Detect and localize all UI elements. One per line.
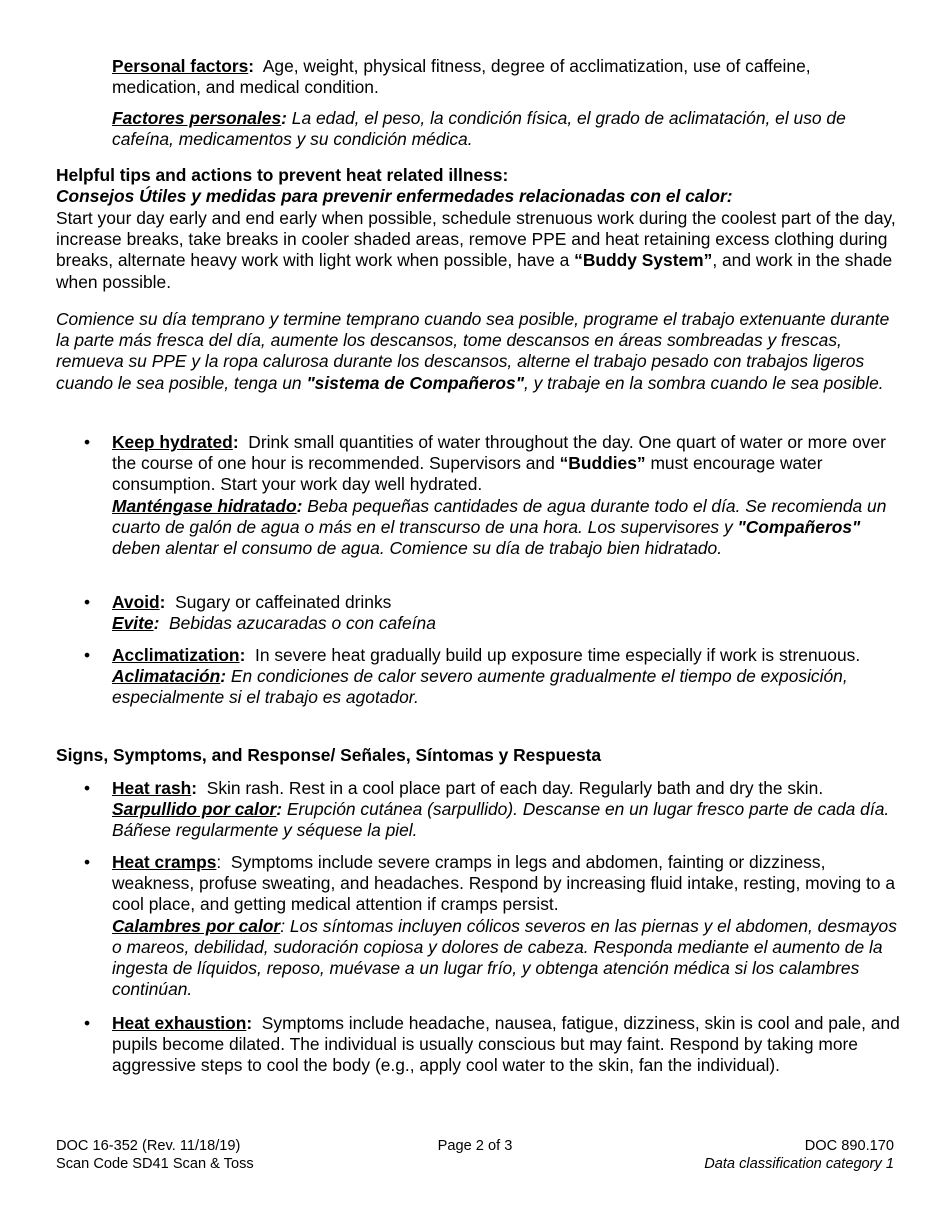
heat-rash-en: Heat rash: Skin rash. Rest in a cool place part of each day. Regularly bath and dry the skin. bbox=[112, 778, 824, 798]
list-item-avoid bbox=[112, 592, 902, 634]
footer-classification: Data classification category 1 bbox=[704, 1156, 894, 1172]
personal-factors-es: Factores personales: La edad, el peso, la condición física, el grado de aclimatación, el uso de cafeína, medicamentos y su condición médica. bbox=[112, 108, 846, 150]
list-item-acclimatization bbox=[112, 645, 902, 709]
list-item-heat-exhaustion bbox=[112, 1013, 902, 1077]
signs-heading: Signs, Symptoms, and Response/ Señales, Síntomas y Respuesta bbox=[56, 745, 602, 765]
avoid-es: Evite: Bebidas azucaradas o con cafeína bbox=[112, 613, 436, 634]
heat-exhaustion-en: Heat exhaustion: Symptoms include headache, nausea, fatigue, dizziness, skin is cool and pale, and pupils become dilated. The individual is usually conscious but may faint. Respond by taking more aggressive steps to cool the body (e.g., apply cool water to the skin, fan the individual). bbox=[112, 1013, 900, 1076]
bullet-icon: • bbox=[84, 592, 91, 612]
tips-paragraph-es: Comience su día temprano y termine temprano cuando sea posible, programe el trabajo extenuante durante la parte más fresca del día, aumente los descansos, tome descansos en áreas sombreadas y frescas, remueva su PPE y la ropa calurosa durante los descansos, alterne el trabajo pesado con trabajos ligeros cuando le sea posible, tenga un "sistema de Compañeros", y trabaje en la sombra cuando le sea posible. bbox=[56, 309, 890, 393]
sistema-companeros-term: "sistema de Compañeros" bbox=[306, 372, 524, 393]
heat-rash-es: Sarpullido por calor: Erupción cutánea (sarpullido). Descanse en un lugar fresco parte de cada día. Báñese regularmente y séquese la piel. bbox=[112, 799, 890, 841]
footer-scan-code: Scan Code SD41 Scan & Toss bbox=[56, 1156, 254, 1172]
bullet-icon: • bbox=[84, 432, 91, 452]
footer-doc-number: DOC 16-352 (Rev. 11/18/19) bbox=[56, 1138, 241, 1154]
footer-page-number: Page 2 of 3 bbox=[437, 1138, 513, 1154]
tips-heading-es: Consejos Útiles y medidas para prevenir enfermedades relacionadas con el calor: bbox=[56, 186, 733, 206]
personal-factors-text: Age, weight, physical fitness, degree of acclimatization, use of caffeine, medication, and medical condition. bbox=[112, 56, 811, 98]
factores-personales-text: La edad, el peso, la condición física, el grado de aclimatación, el uso de cafeína, medicamentos y su condición médica. bbox=[112, 108, 846, 150]
acclimatization-es: Aclimatación: En condiciones de calor severo aumente gradualmente el tiempo de exposición, especialmente si el trabajo es agotador. bbox=[112, 666, 848, 708]
tips-paragraph-en: Start your day early and end early when possible, schedule strenuous work during the coolest part of the day, increase breaks, take breaks in cooler shaded areas, remove PPE and heat retaining excess clothing during breaks, alternate heavy work with light work when possible, have a “Buddy System”, and work in the shade when possible. bbox=[56, 208, 896, 292]
keep-hydrated-es: Manténgase hidratado: Beba pequeñas cantidades de agua durante todo el día. Se recomienda un cuarto de galón de agua o más en el transcurso de una hora. Los supervisores y "Compañeros" deben alentar el consumo de agua. Comience su día de trabajo bien hidratado. bbox=[112, 495, 887, 559]
personal-factors-en: Personal factors: Age, weight, physical fitness, degree of acclimatization, use of caffeine, medication, and medical condition. bbox=[112, 56, 811, 98]
buddy-system-term: “Buddy System” bbox=[574, 250, 713, 271]
bullet-icon: • bbox=[84, 852, 91, 872]
keep-hydrated-en: Keep hydrated: Drink small quantities of water throughout the day. One quart of water or more over the course of one hour is recommended. Supervisors and “Buddies” must encourage water consumption. Start your work day well hydrated. bbox=[112, 432, 886, 495]
footer-right bbox=[704, 1137, 894, 1173]
footer-left bbox=[56, 1137, 254, 1173]
list-item-keep-hydrated bbox=[112, 432, 902, 559]
tips-heading-en: Helpful tips and actions to prevent heat related illness: bbox=[56, 165, 509, 185]
avoid-en: Avoid: Sugary or caffeinated drinks bbox=[112, 592, 392, 612]
factores-personales-label: Factores personales bbox=[112, 108, 282, 128]
list-item-heat-cramps bbox=[112, 852, 902, 1000]
footer-policy-number: DOC 890.170 bbox=[804, 1138, 894, 1154]
heat-cramps-es: Calambres por calor: Los síntomas incluyen cólicos severos en las piernas y el abdomen, desmayos o mareos, debilidad, sudoración copiosa y dolores de cabeza. Responda mediante el aumento de la ingesta de líquidos, reposo, muévase a un lugar frío, y obtenga atención médica si los calambres continúan. bbox=[112, 915, 897, 1000]
bullet-icon: • bbox=[84, 645, 91, 665]
personal-factors-label: Personal factors bbox=[112, 56, 249, 76]
bullet-icon: • bbox=[84, 1013, 91, 1033]
acclimatization-en: Acclimatization: In severe heat gradually build up exposure time especially if work is strenuous. bbox=[112, 645, 861, 665]
bullet-icon: • bbox=[84, 778, 91, 798]
heat-cramps-en: Heat cramps: Symptoms include severe cramps in legs and abdomen, fainting or dizziness, weakness, profuse sweating, and headaches. Respond by increasing fluid intake, resting, moving to a cool place, and getting medical attention if cramps persist. bbox=[112, 852, 896, 915]
list-item-heat-rash bbox=[112, 778, 902, 842]
